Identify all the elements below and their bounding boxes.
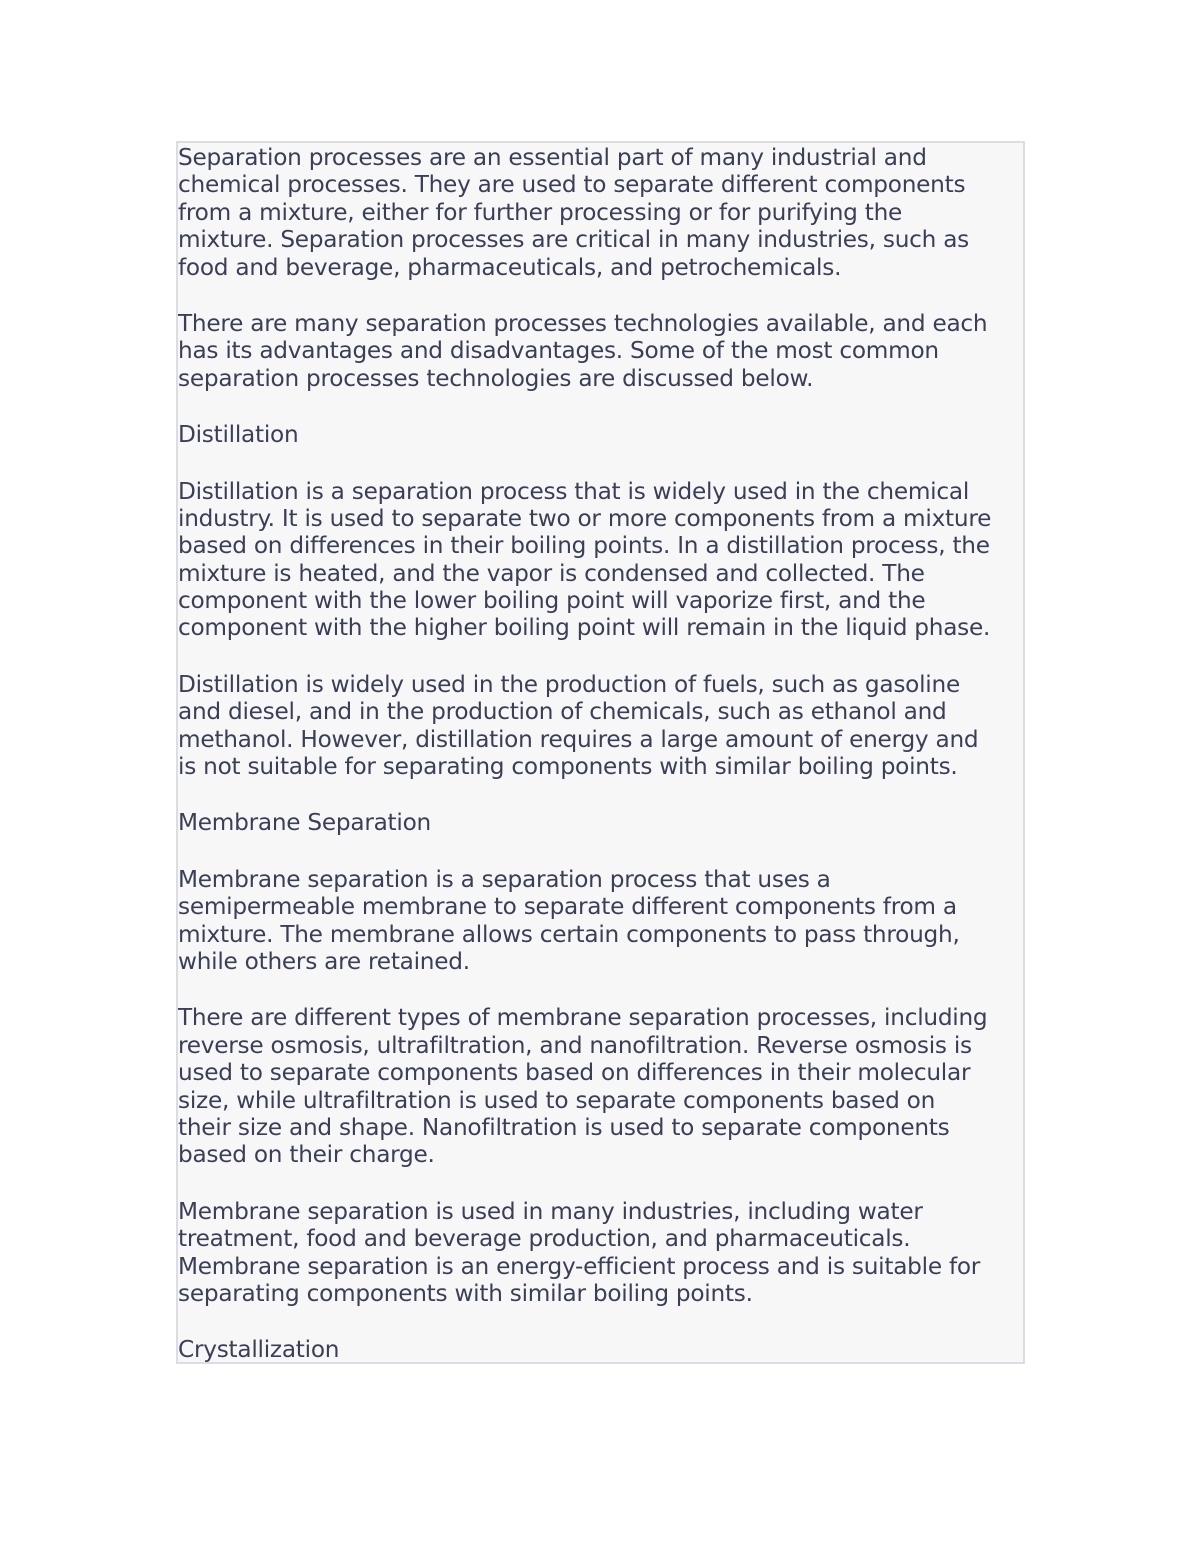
paragraph-line: mixture is heated, and the vapor is condensed and collected. The [178,559,925,587]
paragraph-line: is not suitable for separating components with similar boiling points. [178,753,958,781]
paragraph [178,478,1023,642]
paragraph-line: industry. It is used to separate two or more components from a mixture [178,504,992,532]
paragraph-line: semipermeable membrane to separate different components from a [178,893,957,921]
paragraph-line: based on their charge. [178,1141,435,1169]
paragraph-line: their size and shape. Nanofiltration is used to separate components [178,1113,950,1141]
paragraph-gap [178,642,1023,671]
heading-text: Crystallization [178,1336,340,1364]
paragraph-gap [178,975,1023,1004]
paragraph [178,1198,1023,1308]
paragraph-gap [178,837,1023,866]
paragraph-line: treatment, food and beverage production, and pharmaceuticals. [178,1225,911,1253]
paragraph-line: Membrane separation is a separation process that uses a [178,865,831,893]
paragraph-line: from a mixture, either for further processing or for purifying the [178,198,903,226]
paragraph-line: size, while ultrafiltration is used to separate components based on [178,1086,936,1114]
section-heading [178,809,1023,836]
paragraph [178,1004,1023,1168]
paragraph-line: based on differences in their boiling points. In a distillation process, the [178,532,990,560]
paragraph-gap [178,449,1023,478]
section-heading [178,1336,1023,1363]
paragraph-line: methanol. However, distillation requires a large amount of energy and [178,725,979,753]
paragraph-line: mixture. Separation processes are critical in many industries, such as [178,226,969,254]
paragraph [178,866,1023,976]
paragraph-line: Membrane separation is used in many industries, including water [178,1197,923,1225]
paragraph-line: while others are retained. [178,947,470,975]
paragraph [178,310,1023,392]
paragraph-line: Membrane separation is an energy-efficient process and is suitable for [178,1252,981,1280]
paragraph-line: Distillation is widely used in the production of fuels, such as gasoline [178,670,960,698]
section-heading [178,421,1023,448]
paragraph-line: There are different types of membrane separation processes, including [178,1004,988,1032]
paragraph [178,671,1023,781]
paragraph-gap [178,780,1023,809]
paragraph-line: separating components with similar boiling points. [178,1279,753,1307]
document-text-box [176,141,1025,1364]
paragraph-line: and diesel, and in the production of chemicals, such as ethanol and [178,698,947,726]
heading-text: Distillation [178,421,299,449]
paragraph-line: chemical processes. They are used to separate different components [178,171,966,199]
paragraph-line: mixture. The membrane allows certain components to pass through, [178,920,960,948]
paragraph-line: reverse osmosis, ultrafiltration, and nanofiltration. Reverse osmosis is [178,1031,972,1059]
paragraph-line: There are many separation processes technologies available, and each [178,309,988,337]
paragraph-gap [178,1307,1023,1336]
paragraph-line: has its advantages and disadvantages. Some of the most common [178,337,939,365]
paragraph-gap [178,281,1023,310]
paragraph-line: used to separate components based on differences in their molecular [178,1059,971,1087]
paragraph [178,144,1023,281]
document-content [178,143,1023,1364]
paragraph-line: separation processes technologies are discussed below. [178,364,814,392]
paragraph-gap [178,1169,1023,1198]
paragraph-gap [178,392,1023,421]
paragraph-line: component with the lower boiling point will vaporize first, and the [178,587,926,615]
paragraph-line: component with the higher boiling point will remain in the liquid phase. [178,614,991,642]
heading-text: Membrane Separation [178,809,431,837]
paragraph-line: Separation processes are an essential part of many industrial and [178,144,927,171]
paragraph-line: food and beverage, pharmaceuticals, and petrochemicals. [178,253,842,281]
paragraph-line: Distillation is a separation process that is widely used in the chemical [178,477,970,505]
